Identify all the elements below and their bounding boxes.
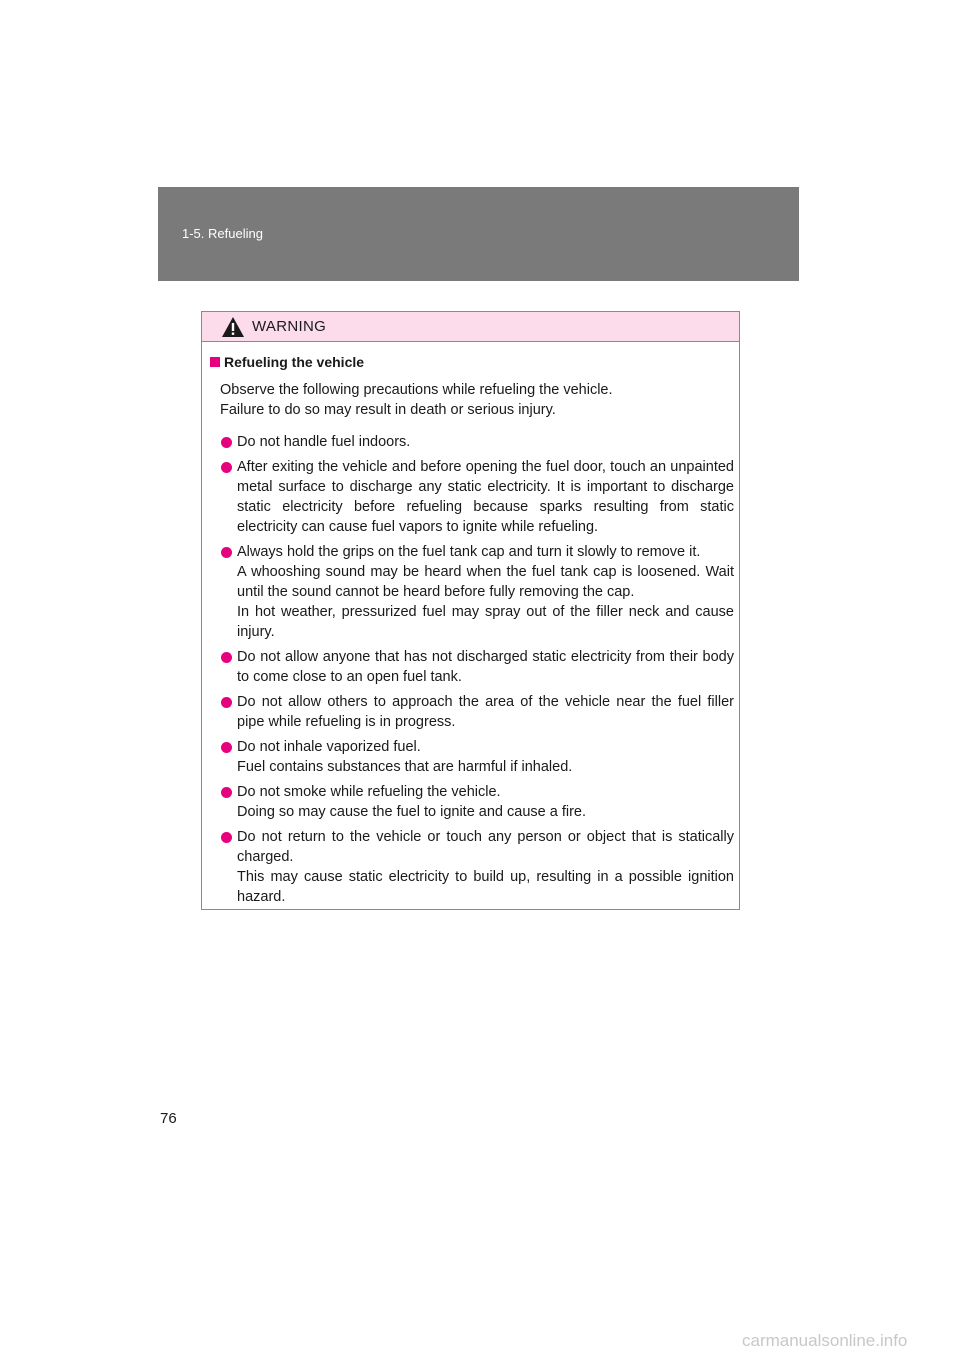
precaution-text: Doing so may cause the fuel to ignite and cause a fire. <box>237 804 587 820</box>
round-bullet-icon <box>221 437 232 448</box>
warning-triangle-icon <box>221 316 245 338</box>
precaution-item <box>221 647 734 687</box>
warning-heading-text: Refueling the vehicle <box>224 354 365 370</box>
precaution-text: Do not allow anyone that has not discharged static electricity from their body to come close to an open fuel tank. <box>237 649 734 685</box>
watermark: carmanualsonline.info <box>742 1331 908 1350</box>
precaution-item <box>221 782 734 822</box>
precaution-text: Do not return to the vehicle or touch any person or object that is statically charged. <box>237 829 734 865</box>
precaution-item <box>221 542 734 642</box>
square-bullet-icon <box>210 357 220 367</box>
precaution-text: This may cause static electricity to build up, resulting in a possible ignition hazard. <box>237 869 734 905</box>
intro-line: Observe the following precautions while refueling the vehicle. <box>220 382 613 398</box>
precaution-text: Do not smoke while refueling the vehicle. <box>237 784 501 800</box>
precaution-text: In hot weather, pressurized fuel may spray out of the filler neck and cause injury. <box>237 604 734 640</box>
section-header-band <box>158 187 799 281</box>
round-bullet-icon <box>221 697 232 708</box>
warning-title: WARNING <box>252 318 327 335</box>
warning-heading <box>210 354 364 370</box>
round-bullet-icon <box>221 547 232 558</box>
precaution-text: After exiting the vehicle and before opening the fuel door, touch an unpainted metal surface to discharge any static electricity. It is important to discharge static electricity before refueling because sparks resulting from static electricity can cause fuel vapors to ignite while refueling. <box>237 459 734 535</box>
precaution-text: Always hold the grips on the fuel tank cap and turn it slowly to remove it. <box>237 544 701 560</box>
intro-line: Failure to do so may result in death or serious injury. <box>220 402 556 418</box>
precaution-item <box>221 432 734 452</box>
warning-box <box>201 311 740 910</box>
round-bullet-icon <box>221 742 232 753</box>
round-bullet-icon <box>221 462 232 473</box>
page-number: 76 <box>160 1110 177 1127</box>
precaution-item <box>221 692 734 732</box>
precaution-item <box>221 827 734 907</box>
round-bullet-icon <box>221 787 232 798</box>
precaution-text: Fuel contains substances that are harmful if inhaled. <box>237 759 573 775</box>
section-title: 1-5. Refueling <box>182 226 263 241</box>
precaution-item <box>221 457 734 537</box>
warning-intro <box>220 380 613 420</box>
round-bullet-icon <box>221 652 232 663</box>
precaution-text: Do not allow others to approach the area of the vehicle near the fuel filler pipe while refueling is in progress. <box>237 694 734 730</box>
precaution-list <box>221 432 734 912</box>
precaution-text: Do not handle fuel indoors. <box>237 434 411 450</box>
round-bullet-icon <box>221 832 232 843</box>
precaution-text: Do not inhale vaporized fuel. <box>237 739 421 755</box>
warning-header <box>202 312 739 342</box>
precaution-item <box>221 737 734 777</box>
precaution-text: A whooshing sound may be heard when the fuel tank cap is loosened. Wait until the sound cannot be heard before fully removing the cap. <box>237 564 734 600</box>
